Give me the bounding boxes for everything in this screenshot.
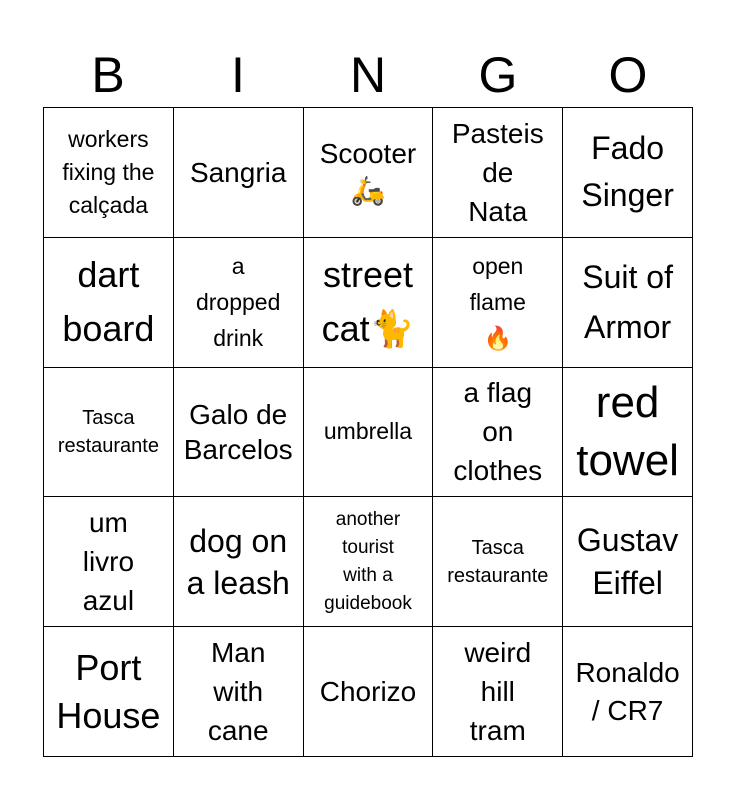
cell-label: Port House — [56, 646, 161, 736]
header-letter-o: O — [608, 47, 648, 103]
bingo-board — [43, 107, 693, 757]
cell-label: Scooter 🛵 — [319, 138, 417, 207]
header-letter-i: I — [231, 47, 245, 103]
cell-label: dart board — [62, 254, 155, 350]
bingo-cell[interactable] — [433, 368, 563, 498]
cell-label: a flag on clothes — [453, 377, 543, 487]
bingo-cell[interactable] — [44, 627, 174, 757]
bingo-cell[interactable] — [433, 497, 563, 627]
bingo-cell[interactable] — [563, 368, 693, 498]
header-letter-g: G — [478, 47, 518, 103]
bingo-cell[interactable] — [44, 238, 174, 368]
cell-label: red towel — [576, 377, 679, 485]
cell-label: Ronaldo / CR7 — [575, 656, 680, 726]
cell-label: dog on a leash — [186, 522, 290, 601]
bingo-cell[interactable] — [433, 627, 563, 757]
bingo-cell[interactable] — [433, 108, 563, 238]
header-letter-n: N — [349, 47, 387, 103]
bingo-cell[interactable] — [304, 627, 434, 757]
cell-label: street cat🐈 — [321, 254, 415, 350]
bingo-cell[interactable] — [563, 108, 693, 238]
bingo-cell[interactable] — [304, 368, 434, 498]
header-letter-b: B — [91, 47, 125, 103]
cell-label: weird hill tram — [464, 637, 532, 747]
cell-label: Chorizo — [319, 676, 417, 708]
bingo-header — [43, 44, 693, 106]
cell-label: um livro azul — [82, 507, 135, 617]
cell-label: Tasca restaurante — [57, 406, 159, 457]
bingo-cell[interactable] — [304, 108, 434, 238]
cell-label: Suit of Armor — [582, 259, 673, 346]
bingo-cell[interactable] — [174, 108, 304, 238]
cell-label: Pasteis de Nata — [451, 117, 544, 227]
cell-label: Fado Singer — [581, 130, 674, 214]
bingo-cell[interactable] — [304, 238, 434, 368]
cell-label: open flame 🔥 — [469, 253, 526, 352]
bingo-cell[interactable] — [174, 238, 304, 368]
bingo-cell[interactable] — [174, 368, 304, 498]
bingo-cell[interactable] — [563, 238, 693, 368]
bingo-cell[interactable] — [433, 238, 563, 368]
bingo-cell[interactable] — [44, 497, 174, 627]
cell-label: Sangria — [189, 156, 287, 188]
bingo-cell[interactable] — [44, 108, 174, 238]
bingo-cell[interactable] — [44, 368, 174, 498]
cell-label: a dropped drink — [195, 253, 281, 352]
cell-label: workers fixing the calçada — [62, 125, 155, 218]
cell-label: another tourist with a guidebook — [324, 508, 412, 614]
cell-label: Gustav Eiffel — [576, 521, 679, 601]
cell-label: Tasca restaurante — [447, 536, 549, 587]
cell-label: Galo de Barcelos — [183, 398, 293, 465]
bingo-cell[interactable] — [174, 497, 304, 627]
cell-label: Man with cane — [207, 637, 269, 747]
cell-label: umbrella — [323, 418, 413, 445]
bingo-cell[interactable] — [563, 627, 693, 757]
bingo-cell[interactable] — [304, 497, 434, 627]
bingo-cell[interactable] — [563, 497, 693, 627]
bingo-cell[interactable] — [174, 627, 304, 757]
